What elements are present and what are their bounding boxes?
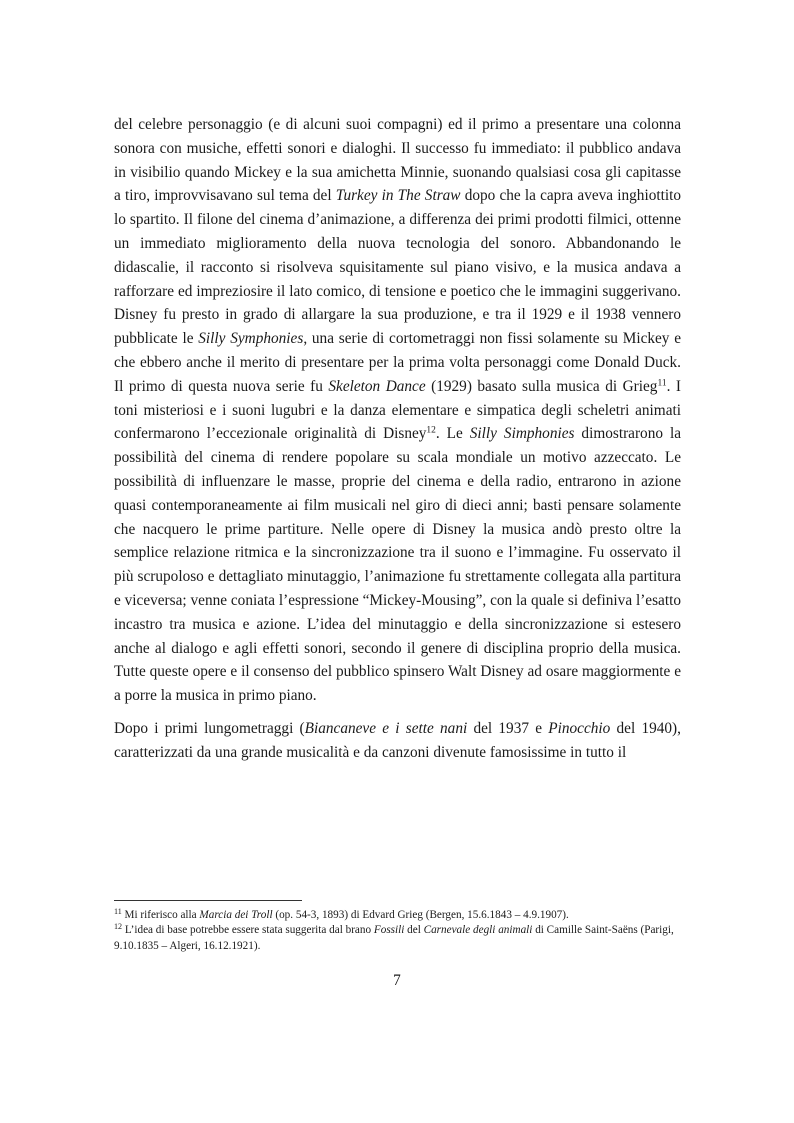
italic-title: Biancaneve e i sette nani <box>304 719 468 737</box>
italic-title: Silly Simphonies <box>469 425 575 443</box>
footnotes <box>114 908 681 954</box>
italic-title: Silly Symphonies <box>198 330 304 348</box>
text-run: del 1940), caratterizzati da una grande musicalità e da canzoni divenute famosissime in tutto il <box>114 719 681 761</box>
italic-title: Fossili <box>373 924 405 937</box>
text-run: . Le <box>435 425 470 443</box>
body-text <box>114 113 681 765</box>
italic-title: Pinocchio <box>548 719 611 737</box>
text-run: dimostrarono la possibilità del cinema di rendere popolare su scala mondiale un motivo azzeccato. Le possibilità di influenzare le masse, proprie del cinema e della radio, entrarono in azione quasi contemporaneamente ai film musicali nel giro di dieci anni; basti pensare solamente che nacquero le prime partiture. Nelle opere di Disney la musica andò presto oltre la semplice relazione ritmica e la sincronizzazione tra il suono e l’immagine. Fu osservato il più scrupoloso e dettagliato minutaggio, l’animazione fu strettamente collegata alla partitura e viceversa; venne coniata l’espressione “Mickey-Mousing”, con la quale si definiva l’esatto incastro tra musica e azione. L’idea del minutaggio e della sincronizzazione si estesero anche al dialogo e agli effetti sonori, secondo il genere di disciplina proprio della musica. Tutte queste opere e il consenso del pubblico spinsero Walt Disney ad osare maggiormente e a porre la musica in primo piano. <box>114 425 682 705</box>
italic-title: Skeleton Dance <box>328 377 426 395</box>
text-run: del <box>404 924 424 937</box>
text-run: (op. 54-3, 1893) di Edvard Grieg (Bergen, 15.6.1843 – 4.9.1907). <box>272 909 569 921</box>
text-run: . I toni misteriosi e i suoni lugubri e la danza elementare e simpatica degli scheletri animati confermarono l’eccezionale originalità di Disney <box>114 377 681 443</box>
text-run: , una serie di cortometraggi non fissi solamente su Mickey e che ebbero anche il merito di presentare per la prima volta personaggi come Donald Duck. Il primo di questa nuova serie fu <box>114 330 681 395</box>
footnote-ref: 12 <box>114 922 123 932</box>
text-run: dopo che la capra aveva inghiottito lo spartito. Il filone del cinema d’animazione, a differenza dei primi prodotti filmici, ottenne un immediato miglioramento della nuova tecnologia del sonoro. Abbandonando le didascalie, il racconto si risolveva squisitamente sul piano visivo, e la musica andava a rafforzare ed impreziosire il lato comico, di tensione e poetico che le immagini suggerivano. Disney fu presto in grado di allargare la sua produzione, e tra il 1929 e il 1938 vennero pubblicate le <box>114 187 681 348</box>
text-run: di Camille Saint-Saëns (Parigi, 9.10.1835 – Algeri, 16.12.1921). <box>114 924 674 952</box>
italic-title: Marcia dei Troll <box>199 909 273 921</box>
footnote-11 <box>114 908 681 923</box>
footnote-ref: 11 <box>114 906 122 916</box>
footnote-separator <box>114 900 302 901</box>
text-run: Dopo i primi lungometraggi ( <box>114 719 305 737</box>
italic-title: Turkey in The Straw <box>335 187 461 205</box>
paragraph-1 <box>114 113 681 708</box>
paragraph-2 <box>114 717 681 765</box>
text-run: (1929) basato sulla musica di Grieg <box>425 377 658 395</box>
text-run: del 1937 e <box>467 719 549 737</box>
text-run: del celebre personaggio (e di alcuni suoi compagni) ed il primo a presentare una colonna sonora con musiche, effetti sonori e dialoghi. Il successo fu immediato: il pubblico andava in visibilio quando Mickey e la sua amichetta Minnie, suonando qualsiasi cosa gli capitasse a tiro, improvvisavano sul tema del <box>114 116 681 205</box>
text-run: L’idea di base potrebbe essere stata suggerita dal brano <box>122 924 374 937</box>
footnote-ref: 12 <box>426 425 436 436</box>
footnote-ref: 11 <box>657 378 667 389</box>
footnote-12 <box>114 923 681 954</box>
text-run: Mi riferisco alla <box>121 909 200 921</box>
page-number: 7 <box>393 972 401 989</box>
italic-title: Carnevale degli animali <box>423 924 533 937</box>
